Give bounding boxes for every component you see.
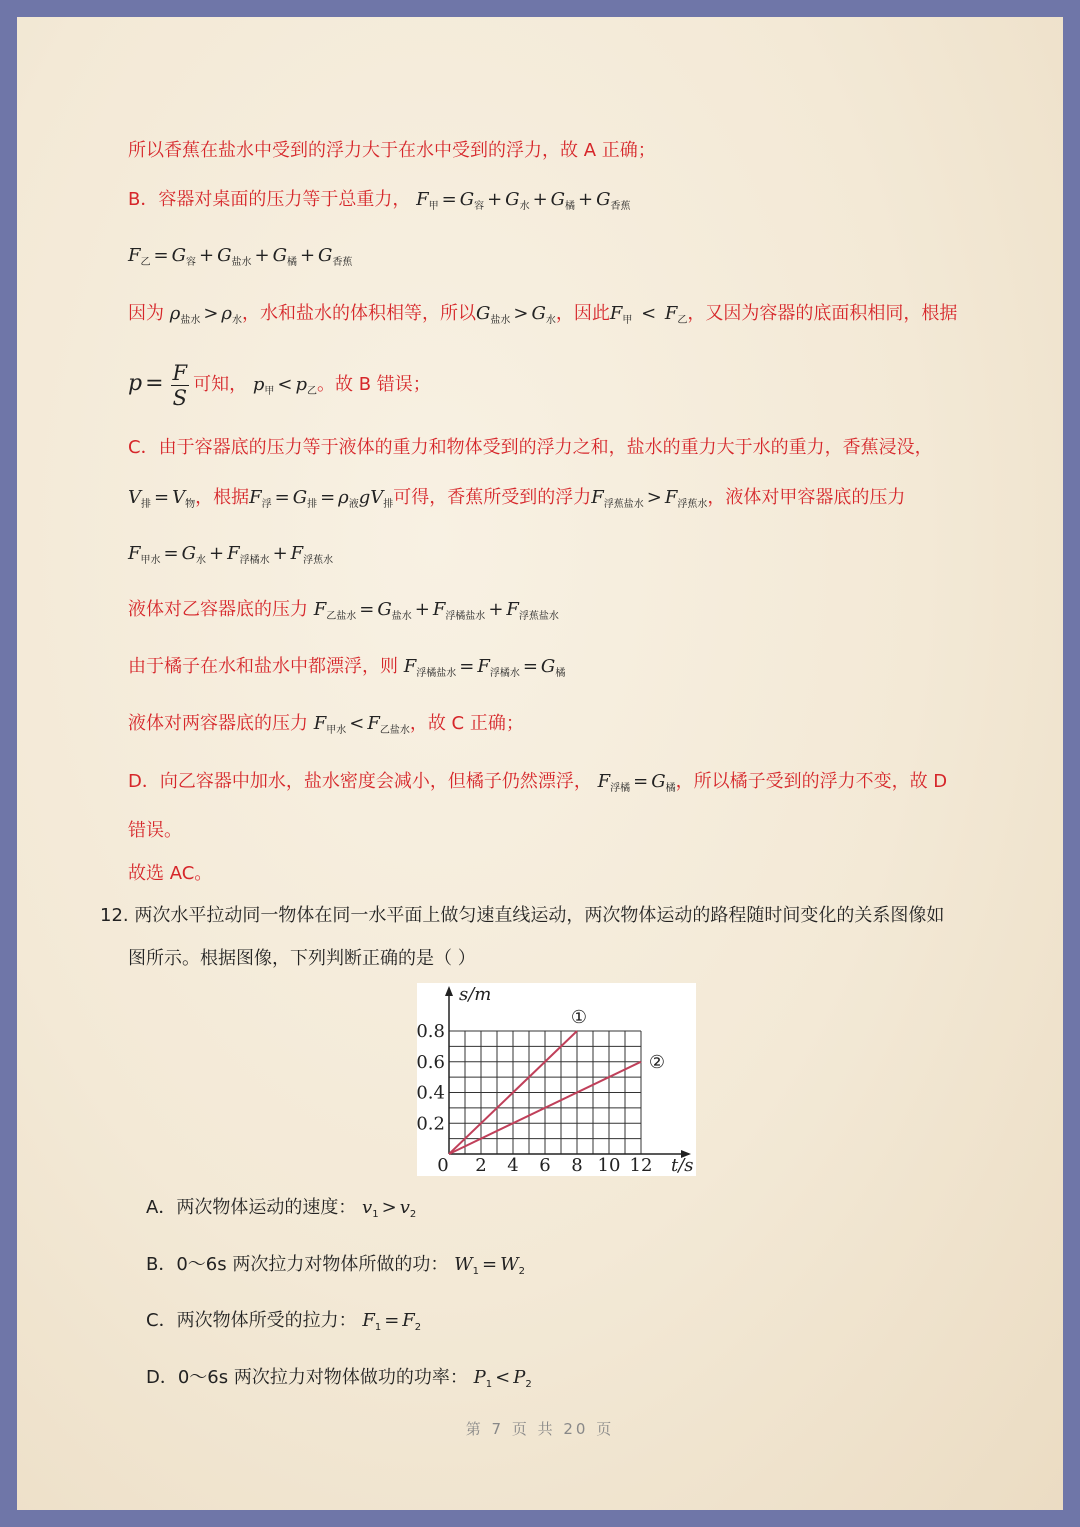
solution-answer: 故选 AC。 bbox=[128, 863, 213, 884]
solution-text: 因为 bbox=[128, 303, 164, 324]
x-tick-label: 10 bbox=[597, 1155, 621, 1176]
y-axis-arrow bbox=[445, 986, 453, 996]
solution-line-b bbox=[128, 187, 631, 220]
formula: $F_{乙盐水} = G_{盐水} + F_{浮橘盐水} + F_{浮蕉盐水}$ bbox=[313, 599, 559, 622]
solution-text: 由于橘子在水和盐水中都漂浮，则 bbox=[128, 656, 398, 677]
fraction-f-over-s: $\frac{F}{S}$ bbox=[172, 360, 188, 410]
solution-text: 液体对两容器底的压力 bbox=[128, 713, 308, 734]
distance-time-chart bbox=[417, 983, 696, 1176]
formula: $F_{浮橘盐水} = F_{浮橘水} = G_橘$ bbox=[403, 656, 566, 679]
solution-text: ，又因为容器的底面积相同，根据 bbox=[687, 303, 958, 324]
question-12-stem-cont: 图所示。根据图像，下列判断正确的是（ ） bbox=[128, 948, 476, 969]
option-d[interactable] bbox=[146, 1365, 532, 1398]
chart-svg bbox=[417, 983, 696, 1176]
option-c[interactable] bbox=[146, 1308, 421, 1341]
solution-line-float bbox=[128, 654, 565, 687]
page-footer: 第 7 页 共 20 页 bbox=[465, 1420, 615, 1438]
solution-text: 液体对乙容器底的压力 bbox=[128, 599, 308, 620]
x-tick-label: 8 bbox=[571, 1155, 583, 1176]
formula: p bbox=[128, 371, 143, 396]
formula: $F_{浮橘} = G_橘$ bbox=[597, 771, 676, 794]
solution-line-d bbox=[128, 769, 947, 802]
formula: $F_1 = F_2$ bbox=[362, 1310, 422, 1333]
solution-line-d-end: 错误。 bbox=[128, 820, 182, 841]
solution-line-compare bbox=[128, 711, 524, 744]
formula: $G_{盐水} > G_水$ bbox=[476, 303, 556, 326]
formula: $F_浮 = G_排 = \rho_液gV_排$ bbox=[249, 487, 394, 510]
option-label: C．两次物体所受的拉力： bbox=[146, 1310, 357, 1331]
formula: $P_1 < P_2$ bbox=[473, 1367, 532, 1390]
solution-text: ，根据 bbox=[195, 487, 250, 508]
solution-line-pressure: p = $\frac{F}{S}$ 可知， $p_甲 < p_乙$。故 B 错误； bbox=[128, 360, 431, 410]
solution-line-a: 所以香蕉在盐水中受到的浮力大于在水中受到的浮力，故 A 正确； bbox=[128, 140, 656, 161]
formula: $v_1 > v_2$ bbox=[362, 1197, 417, 1220]
x-tick-label: 2 bbox=[475, 1155, 487, 1176]
formula-f-jia-water: $F_{甲水} = G_水 + F_{浮橘水} + F_{浮蕉水}$ bbox=[128, 543, 334, 566]
solution-text: ，液体对甲容器底的压力 bbox=[707, 487, 906, 508]
solution-text: 可知， bbox=[193, 374, 248, 395]
y-tick-label: 0.6 bbox=[417, 1051, 445, 1073]
solution-text: B．容器对桌面的压力等于总重力， bbox=[128, 189, 411, 210]
formula: $p_甲 < p_乙$ bbox=[252, 374, 317, 397]
option-label: D．0～6s 两次拉力对物体做功的功率： bbox=[146, 1367, 468, 1388]
y-tick-label: 0.2 bbox=[417, 1113, 445, 1135]
y-tick-label: 0.4 bbox=[417, 1082, 445, 1104]
document-page bbox=[17, 17, 1063, 1510]
y-axis-label: s/m bbox=[459, 984, 492, 1005]
x-tick-label: 0 bbox=[437, 1155, 449, 1176]
formula-f-yi: $F_乙 = G_容 + G_{盐水} + G_橘 + G_{香蕉}$ bbox=[128, 245, 353, 268]
option-label: A．两次物体运动的速度： bbox=[146, 1197, 357, 1218]
solution-text: ，所以橘子受到的浮力不变，故 D bbox=[675, 771, 948, 792]
solution-text: ，因此 bbox=[555, 303, 610, 324]
formula: $W_1 = W_2$ bbox=[454, 1254, 525, 1277]
option-b[interactable] bbox=[146, 1252, 525, 1285]
option-a[interactable] bbox=[146, 1195, 416, 1228]
formula: $F_甲 = G_容 + G_水 + G_橘 + G_{香蕉}$ bbox=[416, 189, 631, 212]
solution-line-c: C．由于容器底的压力等于液体的重力和物体受到的浮力之和，盐水的重力大于水的重力，香蕉浸没， bbox=[128, 437, 933, 458]
solution-text: 可得，香蕉所受到的浮力 bbox=[393, 487, 592, 508]
question-12-stem: 12. 两次水平拉动同一物体在同一水平面上做匀速直线运动，两次物体运动的路程随时间变化的关系图像如 bbox=[100, 905, 945, 926]
solution-line-density bbox=[128, 301, 957, 334]
formula: $V_排 = V_物$ bbox=[128, 487, 196, 510]
formula: $\rho_{盐水} > \rho_水$ bbox=[169, 303, 243, 326]
x-tick-label: 12 bbox=[629, 1155, 653, 1176]
formula: $F_{甲水} < F_{乙盐水}$ bbox=[313, 713, 410, 736]
series-label: ② bbox=[648, 1051, 666, 1073]
solution-line-yi-pressure bbox=[128, 597, 559, 630]
x-axis-label: t/s bbox=[671, 1155, 694, 1176]
formula: $F_甲 < F_乙$ bbox=[609, 303, 688, 326]
y-tick-label: 0.8 bbox=[417, 1021, 445, 1042]
option-label: B．0～6s 两次拉力对物体所做的功： bbox=[146, 1254, 449, 1275]
x-tick-label: 6 bbox=[539, 1155, 551, 1176]
solution-text: ，故 C 正确； bbox=[409, 713, 524, 734]
solution-line-buoyancy bbox=[128, 485, 905, 518]
formula: $F_{浮蕉盐水} > F_{浮蕉水}$ bbox=[591, 487, 708, 510]
solution-text: ，水和盐水的体积相等，所以 bbox=[242, 303, 477, 324]
solution-text: 。故 B 错误； bbox=[317, 374, 431, 395]
solution-text: D．向乙容器中加水，盐水密度会减小，但橘子仍然漂浮， bbox=[128, 771, 592, 792]
series-label: ① bbox=[570, 1007, 588, 1028]
x-tick-label: 4 bbox=[507, 1155, 519, 1176]
